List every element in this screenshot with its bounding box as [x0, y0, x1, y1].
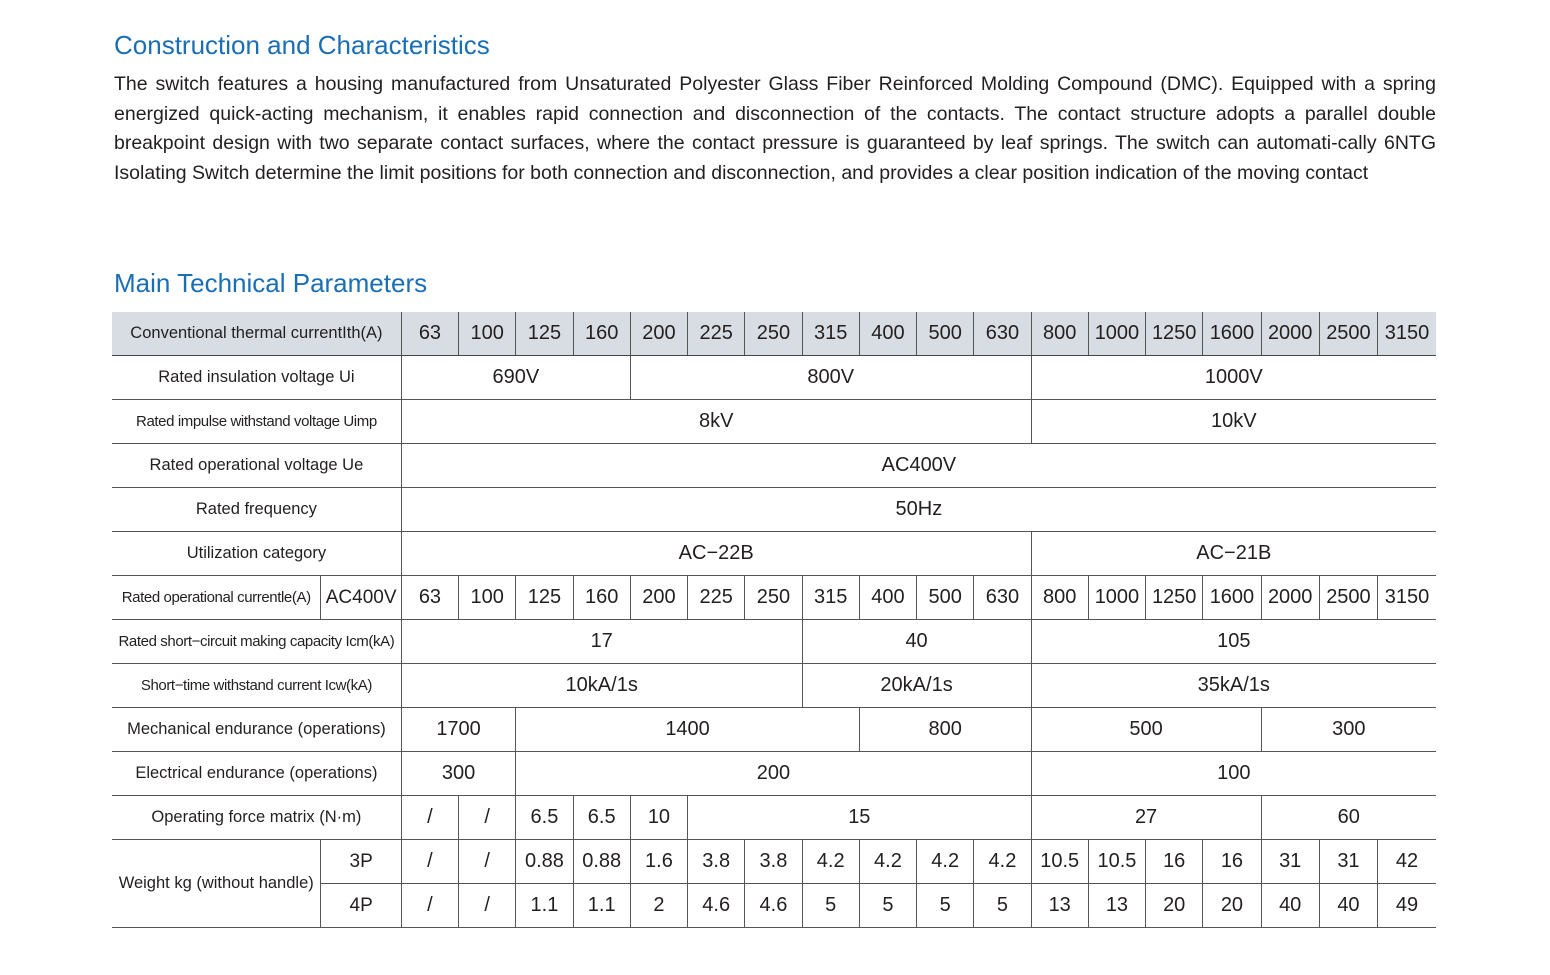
table-cell: 16 — [1203, 840, 1261, 884]
table-cell: 800 — [1031, 576, 1088, 620]
table-row — [112, 664, 1436, 708]
table-cell: 4.2 — [802, 840, 859, 884]
header-cell: 500 — [917, 312, 974, 356]
row-label: Rated frequency — [112, 488, 401, 532]
table-cell: 1700 — [401, 708, 516, 752]
table-cell: 10kA/1s — [401, 664, 802, 708]
header-cell: 400 — [859, 312, 916, 356]
table-row — [112, 796, 1436, 840]
table-cell: 10 — [630, 796, 687, 840]
table-cell: 2000 — [1261, 576, 1319, 620]
header-cell: 63 — [401, 312, 458, 356]
table-cell: 50Hz — [401, 488, 1436, 532]
row-sublabel: 4P — [321, 884, 401, 928]
table-cell: 400 — [859, 576, 916, 620]
table-cell: 1250 — [1146, 576, 1203, 620]
table-body — [112, 312, 1436, 928]
table-cell: 13 — [1031, 884, 1088, 928]
table-cell: 4.2 — [917, 840, 974, 884]
table-cell: 60 — [1261, 796, 1436, 840]
table-cell: 125 — [516, 576, 573, 620]
table-cell: 0.88 — [516, 840, 573, 884]
row-label: Rated short−circuit making capacity Icm(kA) — [112, 620, 401, 664]
section-title-construction: Construction and Characteristics — [114, 30, 490, 60]
table-cell: 31 — [1319, 840, 1377, 884]
table-cell: 27 — [1031, 796, 1261, 840]
table-cell: 31 — [1261, 840, 1319, 884]
table-cell: 225 — [688, 576, 745, 620]
table-cell: / — [401, 796, 458, 840]
header-cell: 1600 — [1203, 312, 1261, 356]
header-cell: 100 — [459, 312, 516, 356]
table-cell: 17 — [401, 620, 802, 664]
header-cell: 200 — [630, 312, 687, 356]
table-cell: 20 — [1203, 884, 1261, 928]
header-cell: 160 — [573, 312, 630, 356]
header-cell: 800 — [1031, 312, 1088, 356]
table-cell: 500 — [917, 576, 974, 620]
table-cell: 2500 — [1319, 576, 1377, 620]
table-cell: 200 — [516, 752, 1031, 796]
table-cell: 1400 — [516, 708, 860, 752]
table-cell: 3.8 — [688, 840, 745, 884]
table-cell: / — [459, 884, 516, 928]
table-cell: 40 — [802, 620, 1031, 664]
row-label: Short−time withstand current Icw(kA) — [112, 664, 401, 708]
row-label: Utilization category — [112, 532, 401, 576]
table-cell: / — [401, 840, 458, 884]
table-cell: 3.8 — [745, 840, 802, 884]
header-cell: 2000 — [1261, 312, 1319, 356]
header-cell: 225 — [688, 312, 745, 356]
table-cell: 100 — [459, 576, 516, 620]
row-label: Operating force matrix (N·m) — [112, 796, 401, 840]
table-cell: 16 — [1146, 840, 1203, 884]
row-label: Rated operational voltage Ue — [112, 444, 401, 488]
header-cell: 315 — [802, 312, 859, 356]
table-cell: 800V — [630, 356, 1031, 400]
table-cell: / — [401, 884, 458, 928]
table-cell: 10kV — [1031, 400, 1436, 444]
table-cell: 6.5 — [573, 796, 630, 840]
table-cell: 4.6 — [745, 884, 802, 928]
table-cell: 40 — [1261, 884, 1319, 928]
table-cell: 300 — [401, 752, 516, 796]
section-title-parameters: Main Technical Parameters — [114, 268, 428, 298]
header-cell: 3150 — [1378, 312, 1436, 356]
table-row — [112, 620, 1436, 664]
table-cell: 5 — [859, 884, 916, 928]
table-cell: 20 — [1146, 884, 1203, 928]
header-cell: 630 — [974, 312, 1031, 356]
header-cell: 125 — [516, 312, 573, 356]
table-cell: 1600 — [1203, 576, 1261, 620]
header-cell: 2500 — [1319, 312, 1377, 356]
table-cell: 5 — [974, 884, 1031, 928]
header-cell: 250 — [745, 312, 802, 356]
table-cell: 100 — [1031, 752, 1436, 796]
table-row — [112, 708, 1436, 752]
row-label: Mechanical endurance (operations) — [112, 708, 401, 752]
table-cell: 800 — [859, 708, 1031, 752]
table-cell: / — [459, 840, 516, 884]
table-cell: 10.5 — [1088, 840, 1145, 884]
table-row — [112, 356, 1436, 400]
table-cell: / — [459, 796, 516, 840]
table-cell: AC−22B — [401, 532, 1031, 576]
table-cell: 4.6 — [688, 884, 745, 928]
table-row — [112, 444, 1436, 488]
table-cell: 1.6 — [630, 840, 687, 884]
row-label: Rated operational currentle(A) — [112, 576, 321, 620]
table-cell: 630 — [974, 576, 1031, 620]
table-row — [112, 576, 1436, 620]
table-cell: 690V — [401, 356, 630, 400]
row-label: Weight kg (without handle) — [112, 840, 321, 928]
row-label: Conventional thermal currentIth(A) — [112, 312, 401, 356]
row-label: Rated impulse withstand voltage Uimp — [112, 400, 401, 444]
table-row — [112, 488, 1436, 532]
table-cell: 315 — [802, 576, 859, 620]
table-cell: 4.2 — [974, 840, 1031, 884]
table-cell: 40 — [1319, 884, 1377, 928]
table-cell: 42 — [1378, 840, 1436, 884]
table-cell: 1000V — [1031, 356, 1436, 400]
table-cell: AC−21B — [1031, 532, 1436, 576]
header-cell: 1250 — [1146, 312, 1203, 356]
table-cell: 0.88 — [573, 840, 630, 884]
table-cell: 15 — [688, 796, 1032, 840]
table-row — [112, 400, 1436, 444]
table-cell: 10.5 — [1031, 840, 1088, 884]
table-cell: 6.5 — [516, 796, 573, 840]
table-cell: 35kA/1s — [1031, 664, 1436, 708]
technical-parameters-table — [112, 312, 1436, 928]
table-header-row — [112, 312, 1436, 356]
table-cell: 49 — [1378, 884, 1436, 928]
table-cell: 300 — [1261, 708, 1436, 752]
row-sublabel: 3P — [321, 840, 401, 884]
table-cell: 63 — [401, 576, 458, 620]
table-cell: 3150 — [1378, 576, 1436, 620]
table-cell: 20kA/1s — [802, 664, 1031, 708]
row-label: Rated insulation voltage Ui — [112, 356, 401, 400]
table-cell: 4.2 — [859, 840, 916, 884]
header-cell: 1000 — [1088, 312, 1145, 356]
table-row — [112, 840, 1436, 884]
table-cell: 1.1 — [516, 884, 573, 928]
table-row — [112, 532, 1436, 576]
table-row — [112, 752, 1436, 796]
table-cell: 105 — [1031, 620, 1436, 664]
table-cell: 5 — [917, 884, 974, 928]
table-cell: 500 — [1031, 708, 1261, 752]
table-cell: 160 — [573, 576, 630, 620]
table-cell: 8kV — [401, 400, 1031, 444]
row-label: Electrical endurance (operations) — [112, 752, 401, 796]
table-cell: 2 — [630, 884, 687, 928]
table-cell: 1000 — [1088, 576, 1145, 620]
table-cell: 1.1 — [573, 884, 630, 928]
table-cell: 250 — [745, 576, 802, 620]
table-cell: 5 — [802, 884, 859, 928]
table-cell: 13 — [1088, 884, 1145, 928]
table-cell: AC400V — [401, 444, 1436, 488]
construction-paragraph: The switch features a housing manufactured from Unsaturated Polyester Glass Fiber Reinforced Molding Compound (DMC). Equipped with a spring energized quick-acting mechanism, it enables rapid connection and disconnection of the contacts. The contact structure adopts a parallel double breakpoint design with two separate contact surfaces, where the contact pressure is guaranteed by leaf springs. The switch can automati-cally 6NTG Isolating Switch determine the limit positions for both connection and disconnection, and provides a clear position indication of the moving contact — [114, 73, 1436, 184]
row-sublabel: AC400V — [321, 576, 401, 620]
table-cell: 200 — [630, 576, 687, 620]
